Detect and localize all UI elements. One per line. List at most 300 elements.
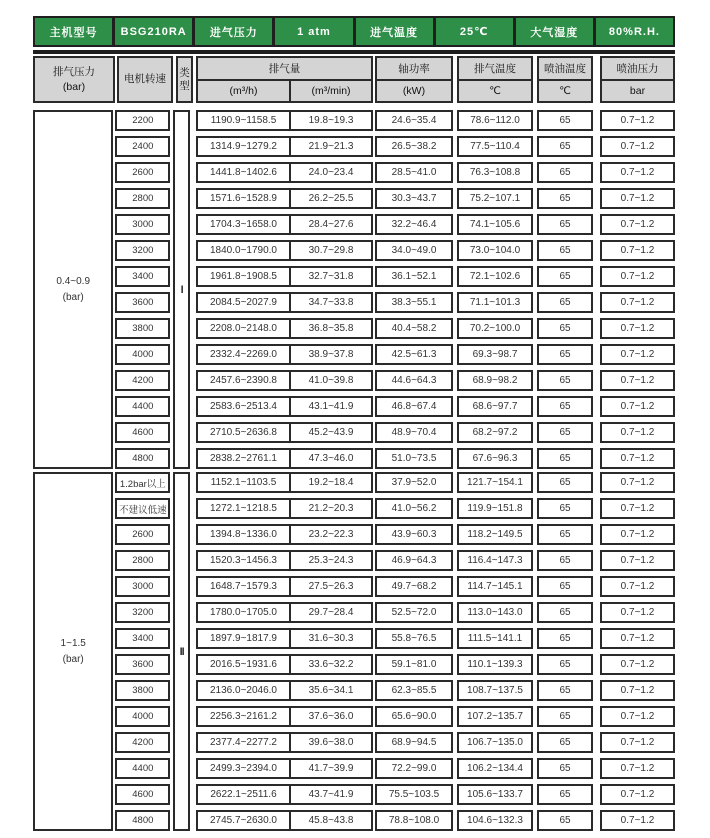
shaft-power-cell: 51.0~73.5 xyxy=(375,448,453,469)
oil-pressure-cell: 0.7~1.2 xyxy=(600,550,675,571)
table-row xyxy=(193,524,675,545)
speed-column xyxy=(115,110,170,469)
col-flow-group xyxy=(196,56,373,103)
shaft-power-cell: 41.0~56.2 xyxy=(375,498,453,519)
discharge-temp-cell: 75.2~107.1 xyxy=(457,188,533,209)
oil-pressure-cell: 0.7~1.2 xyxy=(600,706,675,727)
motor-speed-cell: 3200 xyxy=(115,602,170,623)
table-row xyxy=(193,732,675,753)
oil-temp-cell: 65 xyxy=(537,318,593,339)
flow-m3min-cell: 30.7~29.8 xyxy=(308,245,354,256)
shaft-power-cell: 68.9~94.5 xyxy=(375,732,453,753)
flow-m3h-cell: 2838.2~2761.1 xyxy=(198,450,291,467)
data-rows xyxy=(193,472,675,831)
flow-m3h-cell: 2136.0~2046.0 xyxy=(198,682,291,699)
label-inlet-temp: 进气温度 xyxy=(356,18,436,45)
col-motor-speed: 电机转速 xyxy=(117,56,173,103)
type-cell: I xyxy=(173,110,190,469)
oil-pressure-cell: 0.7~1.2 xyxy=(600,628,675,649)
oil-pressure-cell: 0.7~1.2 xyxy=(600,784,675,805)
motor-speed-cell: 4800 xyxy=(115,810,170,831)
oil-temp-cell: 65 xyxy=(537,550,593,571)
flow-cell-group xyxy=(196,472,373,493)
col-shaft-power xyxy=(375,56,453,103)
table-row xyxy=(193,370,675,391)
flow-m3h-cell: 2499.3~2394.0 xyxy=(198,760,291,777)
motor-speed-cell: 2200 xyxy=(115,110,170,131)
oil-temp-cell: 65 xyxy=(537,266,593,287)
table-row xyxy=(193,188,675,209)
flow-m3h-cell: 1648.7~1579.3 xyxy=(198,578,291,595)
flow-m3h-cell: 1152.1~1103.5 xyxy=(198,474,291,491)
discharge-temp-cell: 110.1~139.3 xyxy=(457,654,533,675)
flow-m3min-cell: 47.3~46.0 xyxy=(308,453,354,464)
shaft-power-cell: 37.9~52.0 xyxy=(375,472,453,493)
section-high-pressure xyxy=(33,472,675,831)
oil-temp-cell: 65 xyxy=(537,784,593,805)
flow-cell-group xyxy=(196,680,373,701)
col-oil-temp xyxy=(537,56,593,103)
shaft-power-cell: 30.3~43.7 xyxy=(375,188,453,209)
data-rows xyxy=(193,110,675,469)
oil-temp-cell: 65 xyxy=(537,370,593,391)
spec-table xyxy=(33,16,675,831)
oil-pressure-cell: 0.7~1.2 xyxy=(600,498,675,519)
col-oil-pressure-label: 喷油压力 xyxy=(602,58,673,81)
oil-pressure-cell: 0.7~1.2 xyxy=(600,758,675,779)
motor-speed-cell: 2800 xyxy=(115,188,170,209)
flow-m3min-cell: 32.7~31.8 xyxy=(308,271,354,282)
flow-m3h-cell: 2377.4~2277.2 xyxy=(198,734,291,751)
table-row xyxy=(193,810,675,831)
oil-pressure-cell: 0.7~1.2 xyxy=(600,318,675,339)
flow-m3h-cell: 2016.5~1931.6 xyxy=(198,656,291,673)
table-row xyxy=(193,292,675,313)
motor-speed-cell: 3600 xyxy=(115,292,170,313)
motor-speed-cell: 3800 xyxy=(115,318,170,339)
flow-m3min-cell: 19.8~19.3 xyxy=(308,115,354,126)
oil-temp-cell: 65 xyxy=(537,732,593,753)
discharge-temp-cell: 68.6~97.7 xyxy=(457,396,533,417)
oil-pressure-cell: 0.7~1.2 xyxy=(600,266,675,287)
discharge-temp-cell: 105.6~133.7 xyxy=(457,784,533,805)
flow-cell-group xyxy=(196,344,373,365)
discharge-temp-cell: 107.2~135.7 xyxy=(457,706,533,727)
oil-temp-cell: 65 xyxy=(537,162,593,183)
oil-pressure-cell: 0.7~1.2 xyxy=(600,472,675,493)
shaft-power-cell: 78.8~108.0 xyxy=(375,810,453,831)
table-row xyxy=(193,318,675,339)
oil-temp-cell: 65 xyxy=(537,110,593,131)
motor-speed-cell: 3600 xyxy=(115,654,170,675)
motor-speed-cell: 4000 xyxy=(115,344,170,365)
flow-m3min-cell: 31.6~30.3 xyxy=(308,633,354,644)
col-discharge-pressure-unit: (bar) xyxy=(62,80,86,93)
shaft-power-cell: 26.5~38.2 xyxy=(375,136,453,157)
discharge-temp-cell: 118.2~149.5 xyxy=(457,524,533,545)
flow-cell-group xyxy=(196,162,373,183)
oil-pressure-cell: 0.7~1.2 xyxy=(600,810,675,831)
col-discharge-temp xyxy=(457,56,533,103)
col-discharge-temp-unit: ℃ xyxy=(489,85,501,97)
oil-pressure-cell: 0.7~1.2 xyxy=(600,292,675,313)
flow-m3min-cell: 37.6~36.0 xyxy=(308,711,354,722)
motor-speed-cell: 不建议低速 xyxy=(115,498,170,519)
value-ambient-humidity: 80%R.H. xyxy=(608,25,660,38)
flow-m3h-cell: 2084.5~2027.9 xyxy=(198,294,291,311)
col-shaft-power-unit: (kW) xyxy=(402,85,426,97)
header-divider-rule xyxy=(33,50,675,54)
flow-m3min-cell: 35.6~34.1 xyxy=(308,685,354,696)
flow-m3h-cell: 1314.9~1279.2 xyxy=(198,138,291,155)
pressure-range-unit: (bar) xyxy=(62,653,84,665)
flow-cell-group xyxy=(196,370,373,391)
table-row xyxy=(193,448,675,469)
oil-pressure-cell: 0.7~1.2 xyxy=(600,214,675,235)
flow-m3h-cell: 1441.8~1402.6 xyxy=(198,164,291,181)
table-row xyxy=(193,758,675,779)
oil-temp-cell: 65 xyxy=(537,628,593,649)
flow-cell-group xyxy=(196,396,373,417)
col-flow-m3h-unit: (m³/h) xyxy=(198,81,291,101)
flow-m3h-cell: 1780.0~1705.0 xyxy=(198,604,291,621)
flow-cell-group xyxy=(196,214,373,235)
flow-m3h-cell: 2622.1~2511.6 xyxy=(198,786,291,803)
flow-cell-group xyxy=(196,422,373,443)
oil-temp-cell: 65 xyxy=(537,214,593,235)
oil-pressure-cell: 0.7~1.2 xyxy=(600,654,675,675)
oil-temp-cell: 65 xyxy=(537,654,593,675)
col-oil-pressure xyxy=(600,56,675,103)
flow-m3h-cell: 1571.6~1528.9 xyxy=(198,190,291,207)
flow-cell-group xyxy=(196,758,373,779)
motor-speed-cell: 4400 xyxy=(115,396,170,417)
motor-speed-cell: 3400 xyxy=(115,266,170,287)
oil-temp-cell: 65 xyxy=(537,448,593,469)
shaft-power-cell: 59.1~81.0 xyxy=(375,654,453,675)
motor-speed-cell: 2800 xyxy=(115,550,170,571)
discharge-temp-cell: 67.6~96.3 xyxy=(457,448,533,469)
shaft-power-cell: 24.6~35.4 xyxy=(375,110,453,131)
motor-speed-cell: 4600 xyxy=(115,422,170,443)
shaft-power-cell: 43.9~60.3 xyxy=(375,524,453,545)
oil-temp-cell: 65 xyxy=(537,396,593,417)
flow-m3h-cell: 1520.3~1456.3 xyxy=(198,552,291,569)
motor-speed-cell: 1.2bar以上 xyxy=(115,472,170,493)
flow-cell-group xyxy=(196,550,373,571)
col-type: 类型 xyxy=(176,56,193,103)
table-row xyxy=(193,602,675,623)
flow-cell-group xyxy=(196,706,373,727)
oil-pressure-cell: 0.7~1.2 xyxy=(600,370,675,391)
discharge-temp-cell: 106.2~134.4 xyxy=(457,758,533,779)
flow-cell-group xyxy=(196,732,373,753)
flow-m3min-cell: 36.8~35.8 xyxy=(308,323,354,334)
flow-cell-group xyxy=(196,448,373,469)
motor-speed-cell: 3000 xyxy=(115,576,170,597)
shaft-power-cell: 40.4~58.2 xyxy=(375,318,453,339)
top-header-bar xyxy=(33,16,675,47)
table-row xyxy=(193,344,675,365)
col-oil-temp-label: 喷油温度 xyxy=(539,58,591,81)
discharge-temp-cell: 116.4~147.3 xyxy=(457,550,533,571)
table-row xyxy=(193,110,675,131)
type-cell: II xyxy=(173,472,190,831)
oil-temp-cell: 65 xyxy=(537,472,593,493)
table-row xyxy=(193,136,675,157)
discharge-temp-cell: 114.7~145.1 xyxy=(457,576,533,597)
oil-pressure-cell: 0.7~1.2 xyxy=(600,524,675,545)
table-row xyxy=(193,576,675,597)
discharge-temp-cell: 73.0~104.0 xyxy=(457,240,533,261)
label-machine-model: 主机型号 xyxy=(35,18,115,45)
discharge-temp-cell: 111.5~141.1 xyxy=(457,628,533,649)
flow-m3min-cell: 43.1~41.9 xyxy=(308,401,354,412)
flow-m3h-cell: 1897.9~1817.9 xyxy=(198,630,291,647)
flow-cell-group xyxy=(196,628,373,649)
flow-m3min-cell: 34.7~33.8 xyxy=(308,297,354,308)
label-ambient-humidity: 大气湿度 xyxy=(516,18,596,45)
table-row xyxy=(193,396,675,417)
col-oil-pressure-unit: bar xyxy=(629,85,646,97)
discharge-temp-cell: 69.3~98.7 xyxy=(457,344,533,365)
flow-cell-group xyxy=(196,654,373,675)
flow-m3min-cell: 23.2~22.3 xyxy=(308,529,354,540)
oil-pressure-cell: 0.7~1.2 xyxy=(600,422,675,443)
oil-pressure-cell: 0.7~1.2 xyxy=(600,188,675,209)
flow-m3min-cell: 45.8~43.8 xyxy=(308,815,354,826)
motor-speed-cell: 4200 xyxy=(115,370,170,391)
discharge-temp-cell: 106.7~135.0 xyxy=(457,732,533,753)
table-row xyxy=(193,240,675,261)
oil-temp-cell: 65 xyxy=(537,576,593,597)
flow-m3h-cell: 2457.6~2390.8 xyxy=(198,372,291,389)
col-flow-units xyxy=(198,81,371,101)
pressure-range-cell xyxy=(33,110,113,469)
oil-temp-cell: 65 xyxy=(537,706,593,727)
flow-cell-group xyxy=(196,240,373,261)
oil-pressure-cell: 0.7~1.2 xyxy=(600,136,675,157)
col-flow-label: 排气量 xyxy=(198,58,371,81)
discharge-temp-cell: 108.7~137.5 xyxy=(457,680,533,701)
shaft-power-cell: 75.5~103.5 xyxy=(375,784,453,805)
shaft-power-cell: 38.3~55.1 xyxy=(375,292,453,313)
flow-m3h-cell: 2208.0~2148.0 xyxy=(198,320,291,337)
shaft-power-cell: 42.5~61.3 xyxy=(375,344,453,365)
oil-temp-cell: 65 xyxy=(537,344,593,365)
discharge-temp-cell: 77.5~110.4 xyxy=(457,136,533,157)
flow-cell-group xyxy=(196,602,373,623)
flow-cell-group xyxy=(196,498,373,519)
flow-m3min-cell: 21.9~21.3 xyxy=(308,141,354,152)
oil-temp-cell: 65 xyxy=(537,292,593,313)
discharge-temp-cell: 119.9~151.8 xyxy=(457,498,533,519)
col-flow-m3min-unit: (m³/min) xyxy=(311,85,351,97)
table-row xyxy=(193,706,675,727)
motor-speed-cell: 3800 xyxy=(115,680,170,701)
table-row xyxy=(193,550,675,571)
flow-cell-group xyxy=(196,188,373,209)
oil-pressure-cell: 0.7~1.2 xyxy=(600,732,675,753)
oil-temp-cell: 65 xyxy=(537,680,593,701)
flow-cell-group xyxy=(196,576,373,597)
table-row xyxy=(193,422,675,443)
shaft-power-cell: 28.5~41.0 xyxy=(375,162,453,183)
table-row xyxy=(193,784,675,805)
flow-m3h-cell: 2745.7~2630.0 xyxy=(198,812,291,829)
flow-m3h-cell: 1272.1~1218.5 xyxy=(198,500,291,517)
pressure-range-cell xyxy=(33,472,113,831)
flow-m3min-cell: 19.2~18.4 xyxy=(308,477,354,488)
col-discharge-temp-label: 排气温度 xyxy=(459,58,531,81)
flow-m3h-cell: 1840.0~1790.0 xyxy=(198,242,291,259)
oil-temp-cell: 65 xyxy=(537,188,593,209)
flow-cell-group xyxy=(196,292,373,313)
oil-pressure-cell: 0.7~1.2 xyxy=(600,576,675,597)
flow-m3h-cell: 2332.4~2269.0 xyxy=(198,346,291,363)
oil-pressure-cell: 0.7~1.2 xyxy=(600,448,675,469)
pressure-range-value: 0.4~0.9 xyxy=(56,275,91,287)
flow-m3min-cell: 38.9~37.8 xyxy=(308,349,354,360)
shaft-power-cell: 36.1~52.1 xyxy=(375,266,453,287)
oil-pressure-cell: 0.7~1.2 xyxy=(600,344,675,365)
flow-m3min-cell: 25.3~24.3 xyxy=(308,555,354,566)
discharge-temp-cell: 104.6~132.3 xyxy=(457,810,533,831)
col-discharge-pressure xyxy=(33,56,115,103)
flow-cell-group xyxy=(196,110,373,131)
flow-m3h-cell: 2710.5~2636.8 xyxy=(198,424,291,441)
speed-column xyxy=(115,472,170,831)
flow-m3min-cell: 24.0~23.4 xyxy=(308,167,354,178)
discharge-temp-cell: 68.9~98.2 xyxy=(457,370,533,391)
motor-speed-cell: 3400 xyxy=(115,628,170,649)
flow-cell-group xyxy=(196,266,373,287)
shaft-power-cell: 46.8~67.4 xyxy=(375,396,453,417)
shaft-power-cell: 62.3~85.5 xyxy=(375,680,453,701)
shaft-power-cell: 34.0~49.0 xyxy=(375,240,453,261)
oil-temp-cell: 65 xyxy=(537,602,593,623)
motor-speed-cell: 4000 xyxy=(115,706,170,727)
flow-cell-group xyxy=(196,318,373,339)
shaft-power-cell: 52.5~72.0 xyxy=(375,602,453,623)
section-low-pressure xyxy=(33,110,675,469)
shaft-power-cell: 46.9~64.3 xyxy=(375,550,453,571)
motor-speed-cell: 3000 xyxy=(115,214,170,235)
pressure-range-unit: (bar) xyxy=(62,291,84,303)
discharge-temp-cell: 71.1~101.3 xyxy=(457,292,533,313)
flow-m3min-cell: 45.2~43.9 xyxy=(308,427,354,438)
flow-m3min-cell: 21.2~20.3 xyxy=(308,503,354,514)
value-inlet-pressure: 1 atm xyxy=(275,18,355,45)
motor-speed-cell: 2600 xyxy=(115,524,170,545)
flow-m3h-cell: 1961.8~1908.5 xyxy=(198,268,291,285)
col-discharge-pressure-label: 排气压力 xyxy=(53,66,95,79)
flow-m3h-cell: 1394.8~1336.0 xyxy=(198,526,291,543)
oil-pressure-cell: 0.7~1.2 xyxy=(600,162,675,183)
shaft-power-cell: 48.9~70.4 xyxy=(375,422,453,443)
oil-temp-cell: 65 xyxy=(537,810,593,831)
oil-temp-cell: 65 xyxy=(537,524,593,545)
table-row xyxy=(193,214,675,235)
flow-m3min-cell: 33.6~32.2 xyxy=(308,659,354,670)
flow-m3min-cell: 41.7~39.9 xyxy=(308,763,354,774)
value-inlet-temp: 25℃ xyxy=(436,18,516,45)
oil-pressure-cell: 0.7~1.2 xyxy=(600,602,675,623)
shaft-power-cell: 72.2~99.0 xyxy=(375,758,453,779)
motor-speed-cell: 4400 xyxy=(115,758,170,779)
discharge-temp-cell: 78.6~112.0 xyxy=(457,110,533,131)
flow-cell-group xyxy=(196,810,373,831)
discharge-temp-cell: 121.7~154.1 xyxy=(457,472,533,493)
flow-m3min-cell: 29.7~28.4 xyxy=(308,607,354,618)
table-row xyxy=(193,498,675,519)
table-row xyxy=(193,680,675,701)
flow-m3h-cell: 1190.9~1158.5 xyxy=(198,112,291,129)
column-header xyxy=(33,56,675,103)
discharge-temp-cell: 113.0~143.0 xyxy=(457,602,533,623)
flow-m3h-cell: 1704.3~1658.0 xyxy=(198,216,291,233)
motor-speed-cell: 2600 xyxy=(115,162,170,183)
shaft-power-cell: 65.6~90.0 xyxy=(375,706,453,727)
oil-temp-cell: 65 xyxy=(537,758,593,779)
motor-speed-cell: 4200 xyxy=(115,732,170,753)
table-row xyxy=(193,266,675,287)
oil-temp-cell: 65 xyxy=(537,136,593,157)
flow-cell-group xyxy=(196,136,373,157)
flow-cell-group xyxy=(196,524,373,545)
table-row xyxy=(193,162,675,183)
label-inlet-pressure: 进气压力 xyxy=(195,18,275,45)
flow-m3min-cell: 39.6~38.0 xyxy=(308,737,354,748)
oil-pressure-cell: 0.7~1.2 xyxy=(600,240,675,261)
motor-speed-cell: 2400 xyxy=(115,136,170,157)
flow-m3min-cell: 26.2~25.5 xyxy=(308,193,354,204)
col-oil-temp-unit: ℃ xyxy=(559,85,571,97)
discharge-temp-cell: 68.2~97.2 xyxy=(457,422,533,443)
pressure-range-value: 1~1.5 xyxy=(60,637,86,649)
shaft-power-cell: 55.8~76.5 xyxy=(375,628,453,649)
col-shaft-power-label: 轴功率 xyxy=(377,58,451,81)
oil-temp-cell: 65 xyxy=(537,498,593,519)
oil-pressure-cell: 0.7~1.2 xyxy=(600,110,675,131)
oil-temp-cell: 65 xyxy=(537,422,593,443)
motor-speed-cell: 4800 xyxy=(115,448,170,469)
table-row xyxy=(193,654,675,675)
table-row xyxy=(193,472,675,493)
flow-m3min-cell: 28.4~27.6 xyxy=(308,219,354,230)
motor-speed-cell: 3200 xyxy=(115,240,170,261)
flow-m3min-cell: 27.5~26.3 xyxy=(308,581,354,592)
shaft-power-cell: 49.7~68.2 xyxy=(375,576,453,597)
table-row xyxy=(193,628,675,649)
oil-pressure-cell: 0.7~1.2 xyxy=(600,680,675,701)
oil-temp-cell: 65 xyxy=(537,240,593,261)
discharge-temp-cell: 70.2~100.0 xyxy=(457,318,533,339)
discharge-temp-cell: 76.3~108.8 xyxy=(457,162,533,183)
discharge-temp-cell: 72.1~102.6 xyxy=(457,266,533,287)
discharge-temp-cell: 74.1~105.6 xyxy=(457,214,533,235)
flow-m3h-cell: 2256.3~2161.2 xyxy=(198,708,291,725)
motor-speed-cell: 4600 xyxy=(115,784,170,805)
shaft-power-cell: 32.2~46.4 xyxy=(375,214,453,235)
value-machine-model: BSG210RA xyxy=(115,18,195,45)
flow-m3min-cell: 43.7~41.9 xyxy=(308,789,354,800)
flow-cell-group xyxy=(196,784,373,805)
flow-m3h-cell: 2583.6~2513.4 xyxy=(198,398,291,415)
shaft-power-cell: 44.6~64.3 xyxy=(375,370,453,391)
oil-pressure-cell: 0.7~1.2 xyxy=(600,396,675,417)
flow-m3min-cell: 41.0~39.8 xyxy=(308,375,354,386)
